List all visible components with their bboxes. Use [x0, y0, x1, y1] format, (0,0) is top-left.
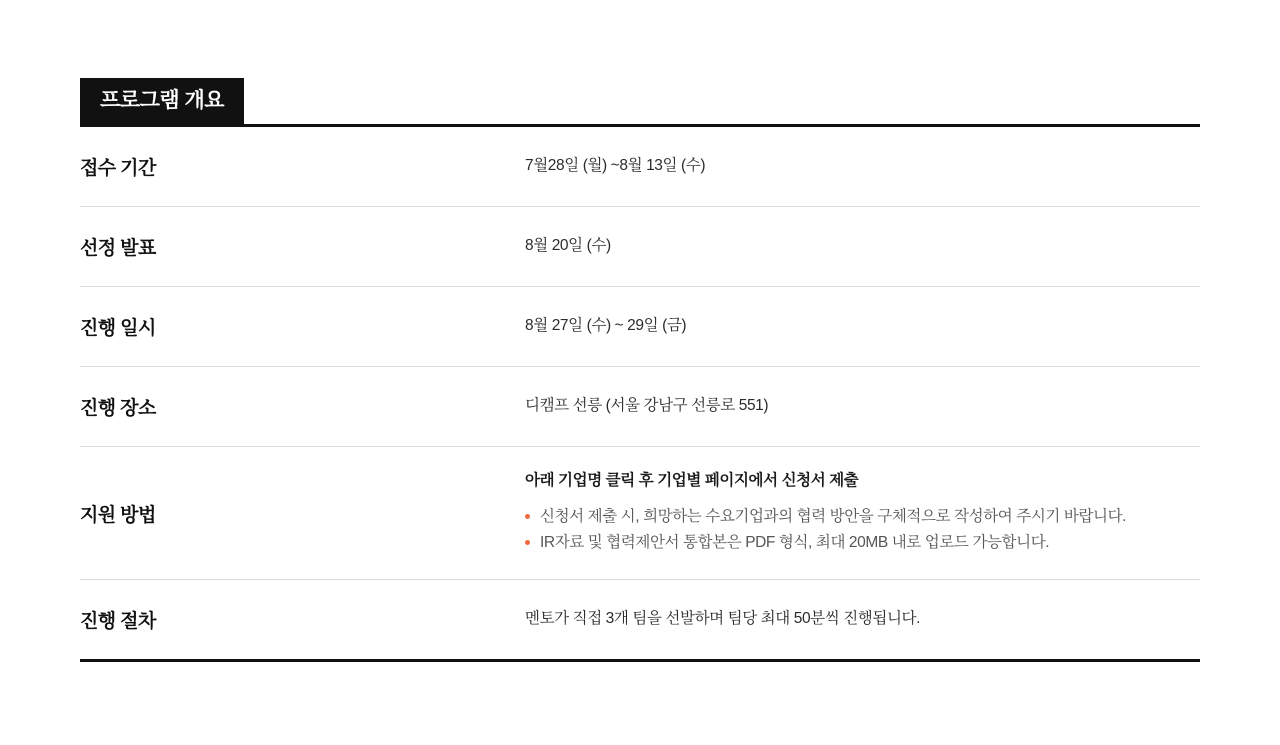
row-value-selection-announcement: 8월 20일 (수) — [525, 237, 611, 255]
row-value-how-to-apply — [525, 447, 1200, 580]
row-label-application-period: 접수 기간 — [80, 158, 156, 179]
table-row — [80, 367, 1200, 447]
list-item — [525, 504, 1180, 531]
table-row — [80, 580, 1200, 661]
table-row — [80, 207, 1200, 287]
row-label-how-to-apply: 지원 방법 — [80, 504, 156, 526]
table-row — [80, 127, 1200, 207]
row-value-process: 멘토가 직접 3개 팀을 선발하며 팀당 최대 50분씩 진행됩니다. — [525, 610, 920, 628]
program-info-table — [80, 127, 1200, 662]
how-to-apply-bullet-list — [525, 504, 1200, 557]
list-item — [525, 530, 1180, 557]
row-value-venue: 디캠프 선릉 (서울 강남구 선릉로 551) — [525, 397, 769, 415]
row-label-event-date: 진행 일시 — [80, 318, 156, 339]
how-to-apply-lead: 아래 기업명 클릭 후 기업별 페이지에서 신청서 제출 — [525, 472, 859, 489]
bullet-dot-icon — [525, 540, 530, 545]
row-label-process: 진행 절차 — [80, 611, 156, 633]
row-value-event-date: 8월 27일 (수) ~ 29일 (금) — [525, 317, 687, 335]
list-item-text: IR자료 및 협력제안서 통합본은 PDF 형식, 최대 20MB 내로 업로드 가능합니다. — [540, 534, 1050, 552]
row-label-venue: 진행 장소 — [80, 398, 156, 419]
section-heading: 프로그램 개요 — [80, 78, 244, 124]
row-label-selection-announcement: 선정 발표 — [80, 238, 156, 259]
bullet-dot-icon — [525, 514, 530, 519]
program-overview-section — [80, 78, 1200, 662]
row-value-application-period: 7월28일 (월) ~8월 13일 (수) — [525, 157, 706, 175]
list-item-text: 신청서 제출 시, 희망하는 수요기업과의 협력 방안을 구체적으로 작성하여 주시기 바랍니다. — [540, 507, 1127, 525]
table-row — [80, 287, 1200, 367]
table-row — [80, 447, 1200, 580]
section-heading-wrapper — [80, 78, 1200, 127]
